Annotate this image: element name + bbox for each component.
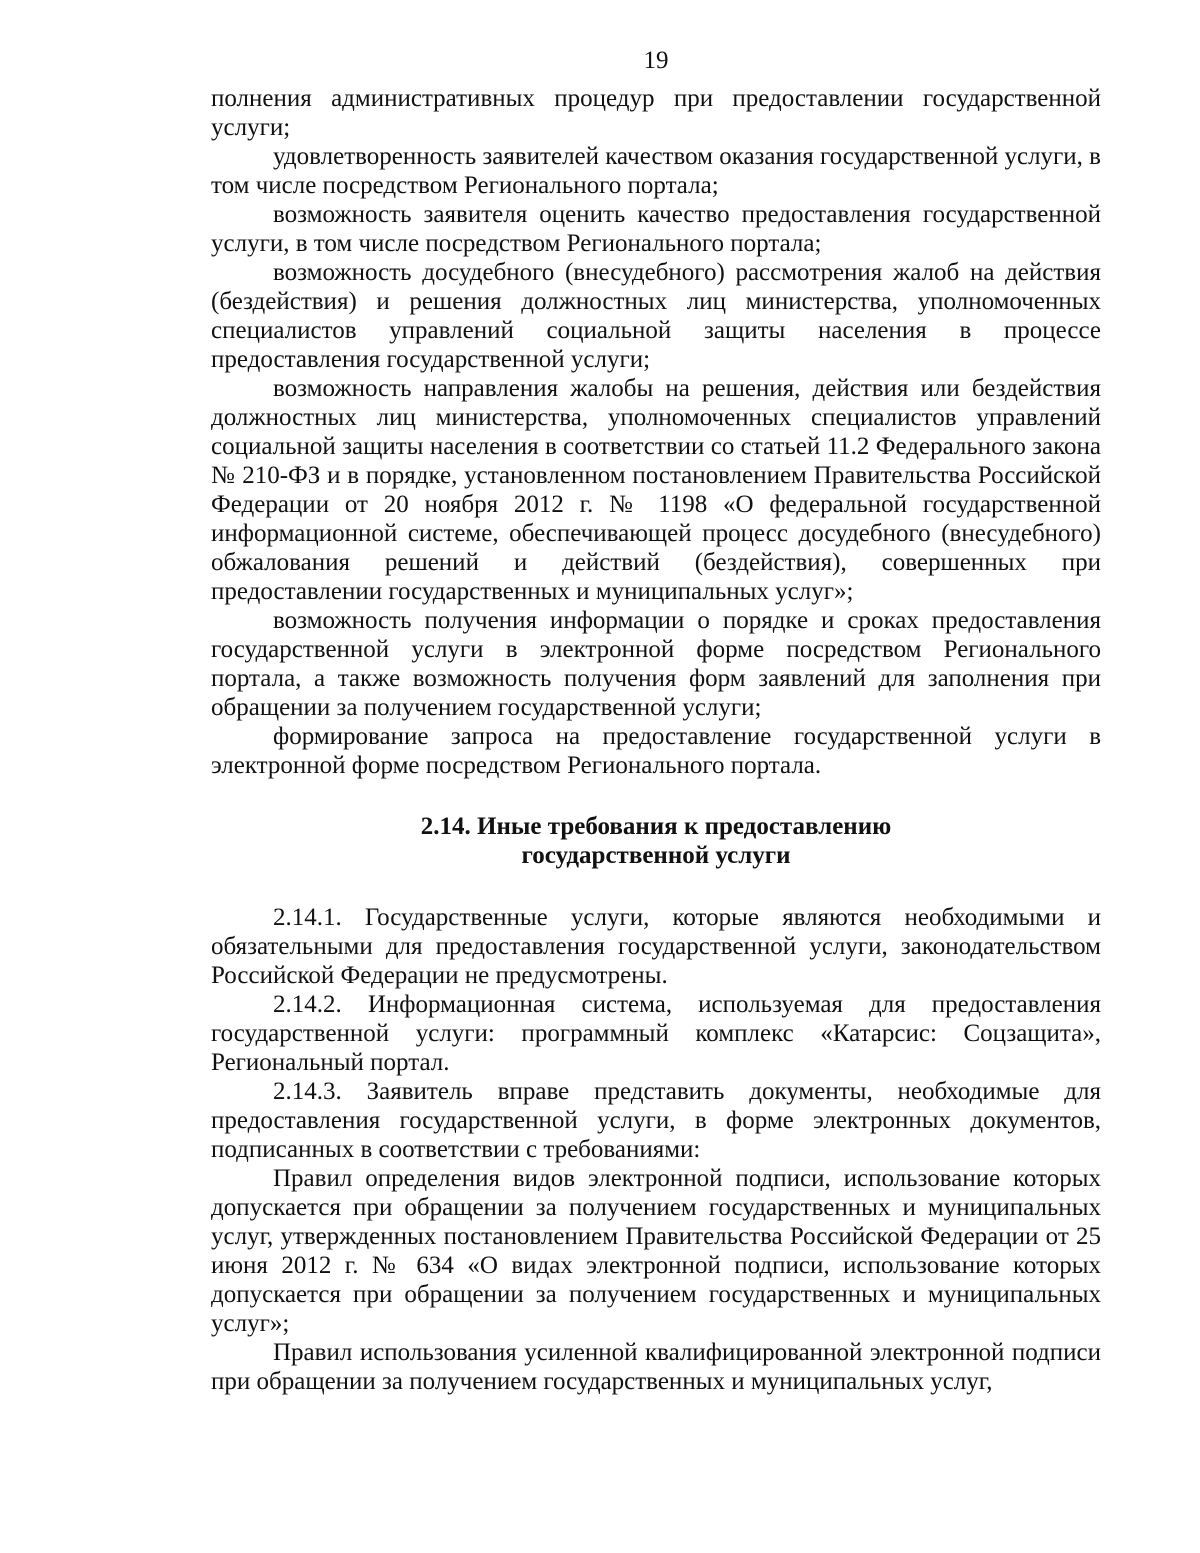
paragraph: возможность получения информации о порядке и сроках предоставления государственной услуги в электронной форме посредством Регионального портала, а также возможность получения форм заявлений для заполнения при обращении за получением государственной услуги; — [211, 607, 1101, 721]
paragraph: 2.14.1. Государственные услуги, которые являются необходимыми и обязательными для предоставления государственной услуги, законодательством Российской Федерации не предусмотрены. — [211, 904, 1101, 989]
paragraph: возможность досудебного (внесудебного) рассмотрения жалоб на действия (бездействия) и решения должностных лиц министерства, уполномоченных специалистов управлений социальной защиты населения в процессе предоставления государственной услуги; — [211, 259, 1101, 373]
section-heading — [211, 812, 1101, 870]
page-number: 19 — [643, 47, 669, 74]
paragraph: 2.14.2. Информационная система, используемая для предоставления государственной услуги: программный комплекс «Катарсис: Соцзащита», Региональный портал. — [211, 991, 1101, 1076]
document-page — [211, 44, 1101, 1396]
paragraph: возможность направления жалобы на решения, действия или бездействия должностных лиц министерства, уполномоченных специалистов управлений социальной защиты населения в соответствии со статьей 11.2 Федерального закона № 210-ФЗ и в порядке, установленном постановлением Правительства Российской Федерации от 20 ноября 2012 г. № 1198 «О федеральной государственной информационной системе, обеспечивающей процесс досудебного (внесудебного) обжалования решений и действий (бездействия), совершенных при предоставлении государственных и муниципальных услуг»; — [211, 375, 1101, 605]
paragraph-continuation: полнения административных процедур при предоставлении государственной услуги; — [211, 85, 1101, 141]
paragraph: 2.14.3. Заявитель вправе представить документы, необходимые для предоставления государственной услуги, в форме электронных документов, подписанных в соответствии с требованиями: — [211, 1078, 1101, 1163]
paragraph: формирование запроса на предоставление государственной услуги в электронной форме посредством Регионального портала. — [211, 723, 1101, 779]
section-heading-line-1: 2.14. Иные требования к предоставлению — [420, 813, 892, 840]
paragraph: удовлетворенность заявителей качеством оказания государственной услуги, в том числе посредством Регионального портала; — [211, 143, 1101, 199]
paragraph: Правил определения видов электронной подписи, использование которых допускается при обращении за получением государственных и муниципальных услуг, утвержденных постановлением Правительства Российской Федерации от 25 июня 2012 г. № 634 «О видах электронной подписи, использование которых допускается при обращении за получением государственных и муниципальных услуг»; — [211, 1165, 1101, 1337]
section-heading-line-2: государственной услуги — [521, 842, 791, 869]
paragraph: возможность заявителя оценить качество предоставления государственной услуги, в том числе посредством Регионального портала; — [211, 201, 1101, 257]
paragraph: Правил использования усиленной квалифицированной электронной подписи при обращении за получением государственных и муниципальных услуг, — [211, 1339, 1101, 1395]
